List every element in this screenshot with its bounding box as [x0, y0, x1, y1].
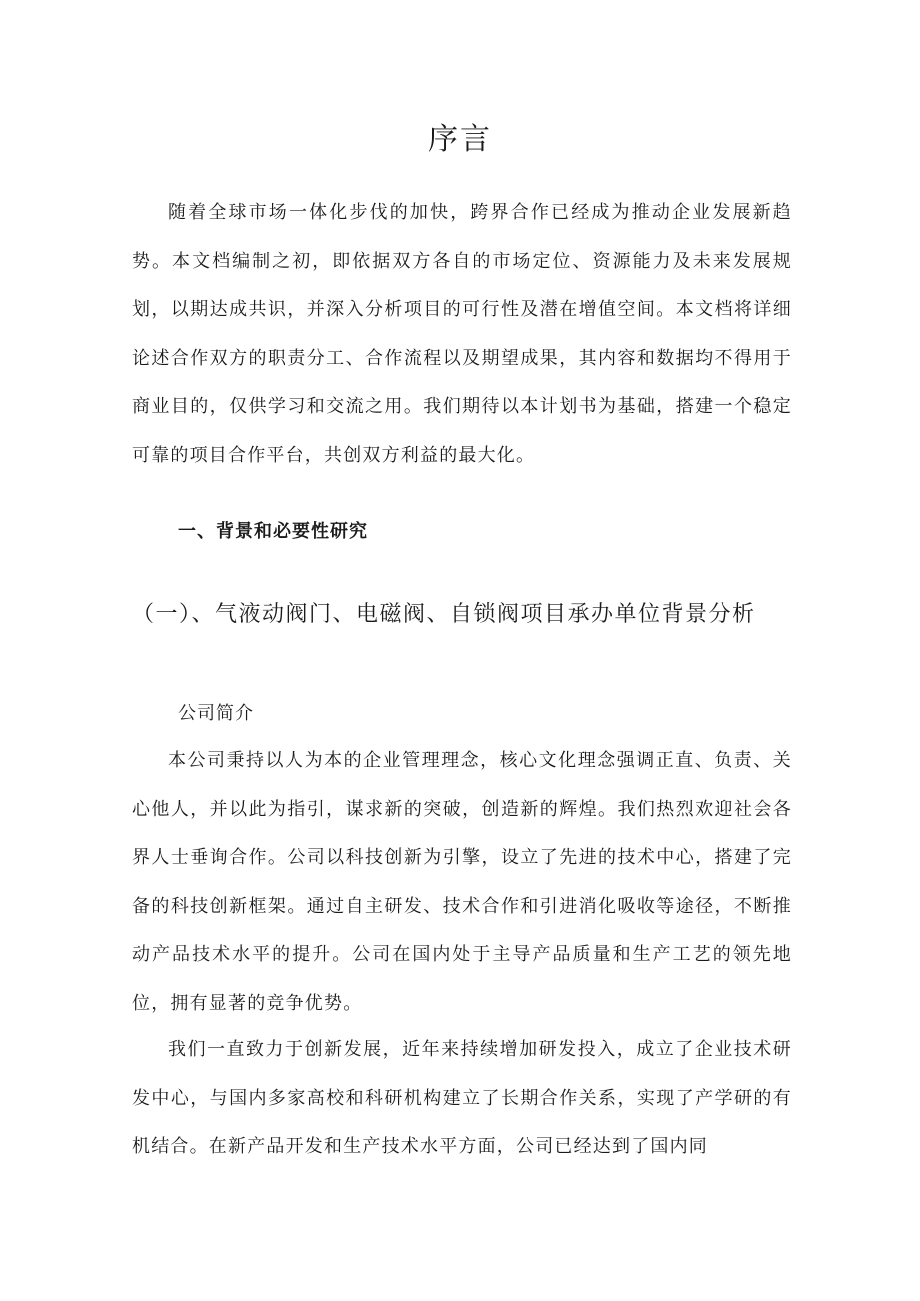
subsection-heading: （一）、气液动阀门、电磁阀、自锁阀项目承办单位背景分析 [132, 602, 756, 627]
rd-paragraph: 我们一直致力于创新发展，近年来持续增加研发投入，成立了企业技术研发中心，与国内多家高校和科研机构建立了长期合作关系，实现了产学研的有机结合。在新产品开发和生产技术水平方面，公司已经达到了国内同 [132, 1039, 792, 1157]
preface-paragraph: 随着全球市场一体化步伐的加快，跨界合作已经成为推动企业发展新趋势。本文档编制之初，即依据双方各自的市场定位、资源能力及未来发展规划，以期达成共识，并深入分析项目的可行性及潜在增值空间。本文档将详细论述合作双方的职责分工、合作流程以及期望成果，其内容和数据均不得用于商业目的，仅供学习和交流之用。我们期待以本计划书为基础，搭建一个稳定可靠的项目合作平台，共创双方利益的最大化。 [132, 202, 792, 466]
sub-subsection-heading: 公司简介 [178, 703, 254, 724]
document-title: 序言 [428, 122, 492, 157]
section-heading: 一、背景和必要性研究 [178, 521, 368, 542]
company-intro-paragraph: 本公司秉持以人为本的企业管理理念，核心文化理念强调正直、负责、关心他人，并以此为指引，谋求新的突破，创造新的辉煌。我们热烈欢迎社会各界人士垂询合作。公司以科技创新为引擎，设立了先进的技术中心，搭建了完备的科技创新框架。通过自主研发、技术合作和引进消化吸收等途径，不断推动产品技术水平的提升。公司在国内处于主导产品质量和生产工艺的领先地位，拥有显著的竞争优势。 [132, 750, 792, 1014]
